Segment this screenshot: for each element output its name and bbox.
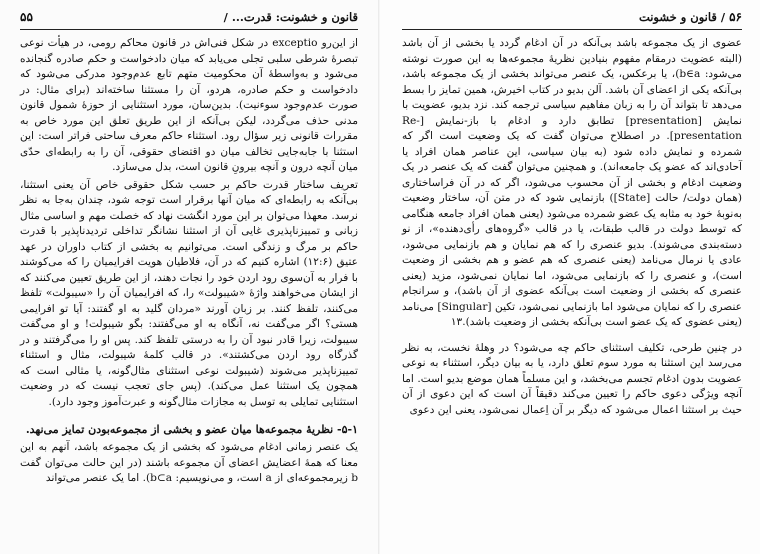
left-header-title: قانون و خشونت: قدرت... / (223, 10, 358, 24)
left-section-paragraph: یک عنصر زمانی ادغام می‌شود که بخشی از یک مجموعه باشد، آنهم به این معنا که همهٔ اعضایش اعضای آن مجموعه باشند (در این حالت می‌توان گفت b زیرمجموعه‌ای از a است، و می‌نویسیم: b⊂a). اما یک عنصر می‌تواند (20, 441, 358, 484)
right-page-body (402, 36, 742, 420)
left-page-body (20, 36, 358, 489)
right-page (380, 0, 760, 554)
right-page-number: ۵۶ (729, 10, 742, 24)
right-header-title: / قانون و خشونت (638, 10, 726, 24)
right-header-rule (402, 29, 742, 30)
left-page-header (20, 10, 358, 24)
right-paragraph-2: در چنین طرحی، تکلیف استثنای حاکم چه می‌شود؟ در وهلهٔ نخست، به نظر می‌رسد این استثنا به مورد سوم تعلق دارد، یا به بیان دیگر، استثناء به نوعی عضویت بدون ادغام تجسم می‌بخشد، و این مسلماً همان موضع بدیو است. اما آنچه ویژگی دعوی حاکم را تعیین می‌کند دقیقاً آن است که این دعوی از آن حیث بر استثنا اعمال می‌شود که دیگر بر آن اِعمال نمی‌شود، یعنی این دعوی (402, 341, 742, 416)
right-page-header (402, 10, 742, 24)
right-paragraph-1: عضوی از یک مجموعه باشد بی‌آنکه در آن ادغام گردد یا بخشی از آن باشد (البته عضویت درمقام مفهوم بنیادین نظریهٔ مجموعه‌ها به این صورت نوشته می‌شود: b∈a)، یا برعکس، یک عنصر می‌تواند بخشی از یک مجموعه باشد، بی‌آنکه یکی از اعضای آن باشد. آلن بدیو در کتاب اخیرش، همین تمایز را بسط می‌دهد تا بتواند آن را به زبان مفاهیم سیاسی ترجمه کند. نزد بدیو، عضویت با نمایش [presentation] تطابق دارد و ادغام با باز-نمایش [Re-presentation]. در اصطلاح می‌توان گفت که یک وضعیت است اگر که شمرده و نمایش داده شود (به بیان سیاسی، این عناصر همان افراد یا آحادی‌اند که عضو یک جامعه‌اند). و همچنین می‌توان گفت که یک عنصر در یک وضعیت ادغام و بخشی از آن محسوب می‌شود، اگر که در آن فراساختاری (همان دولت/ حالت [State]) بازنمایی شود که در متن آن، ساختار وضعیت به‌نوبهٔ خود به مثابه یک عضو شمرده می‌شود (یعنی همان افراد جامعه هنگامی که توسط دولت در قالب طبقات، یا در قالب «گروه‌های رأی‌دهنده»، از نو دسته‌بندی می‌شوند). بدیو عنصری را که هم نمایان و هم بازنمایی می‌شود، عادی یا نرمال می‌نامد (یعنی عنصری که هم عضو و هم بخشی از وضعیت است)، و عنصری را که بازنمایی می‌شود، اما نمایان نمی‌شود، مزید (یعنی عنصری که بخشی از وضعیت است بی‌آنکه عضوی از آن باشد)، و سرانجام عنصری را که نمایان می‌شود اما بازنمایی نمی‌شود، تکین [Singular] می‌نامد (یعنی عضوی که یک عضو است بی‌آنکه بخشی از وضعیت باشد).۱۳ (402, 37, 743, 328)
section-heading: ۵-۱- نظریهٔ مجموعه‌ها میان عضو و بخشی از مجموعه‌بودن تمایز می‌نهد. (25, 423, 358, 436)
left-paragraph-1: از این‌رو exceptio در شکل فنی‌اش در قانون محاکم رومی، در هیأت نوعی تبصرهٔ شرطی سلبی تجلی می‌یابد که میان دادخواست و حکم صادره گنجانده می‌شود و به‌واسطهٔ آن محکومیت متهم تابع عدم‌وجود مدرکی می‌شود که دادخواست و حکم صادره، هردو، آن را مستثنا ساخته‌اند (برای مثال: در صورت عدم‌وجود سوءنیت). بدین‌سان، مورد استثنایی از حوزهٔ شمول قانون مدنی حذف می‌گردد، لیکن بی‌آنکه از این طریق تعلق این مورد خاص به مقررات قانونی زیر سؤال رود. استثناء حاکم معرف ساحتی فراتر است: این استثنا با جابه‌جایی تخالف میان دو اقتضای حقوقی، آن را به رابطه‌ای حدّی میان آنچه درون و آنچه بیرونِ قانون است، بدل می‌سازد. (20, 37, 358, 173)
left-header-rule (20, 29, 358, 30)
left-paragraph-2: تعریف ساختار قدرت حاکم بر حسب شکل حقوقی خاص آن یعنی استثنا، بی‌آنکه به رابطه‌ای که میان آنها برقرار است توجه شود، چندان به‌جا به نظر نرسد. معهذا می‌توان بر این مورد انگشت نهاد که خصلت مهم و اساسی مثال زبانی و تمییزناپذیری غایی آن از استثنا نشانگر تداخلی تردیدناپذیر با قدرت حاکم بر مرگ و زندگی است. می‌توانیم به بخشی از کتاب داوران در عهد عتیق (۱۲:۶) اشاره کنیم که در آن، فلاطیان هویت افرایمیان را که می‌کوشند با فرار به آن‌سوی رود اردن خود را نجات دهند، از این طریق تعیین می‌کنند که از ایشان می‌خواهند واژهٔ «شیبولت» را، که افرایمیان آن را «سیبولت» تلفظ می‌کنند، تلفظ کنند. بر زبان آورند «مردان گلید به او گفتند: آیا تو افرایمی هستی؟ اگر می‌گفت نه، آنگاه به او می‌گفتند: بگو شیبولت! و او می‌گفت سیبولت، زیرا قادر نبود آن را به درستی تلفظ کند. پس او را می‌گرفتند و در گذرگاه رود اردن می‌کشتند». در قالب کلمهٔ شیبولت، مثال و استثناء تمییزناپذیر می‌شوند (شیبولت نوعی استثنای مثال‌گونه، یا مثالی است که همچون یک استثنا عمل می‌کند). (پس جای تعجب نیست که در وضعیت استثنایی تمایلی به توسل به مجازات مثال‌گونه و عبرت‌آموز وجود دارد). (20, 178, 358, 408)
left-page-number: ۵۵ (20, 10, 33, 24)
